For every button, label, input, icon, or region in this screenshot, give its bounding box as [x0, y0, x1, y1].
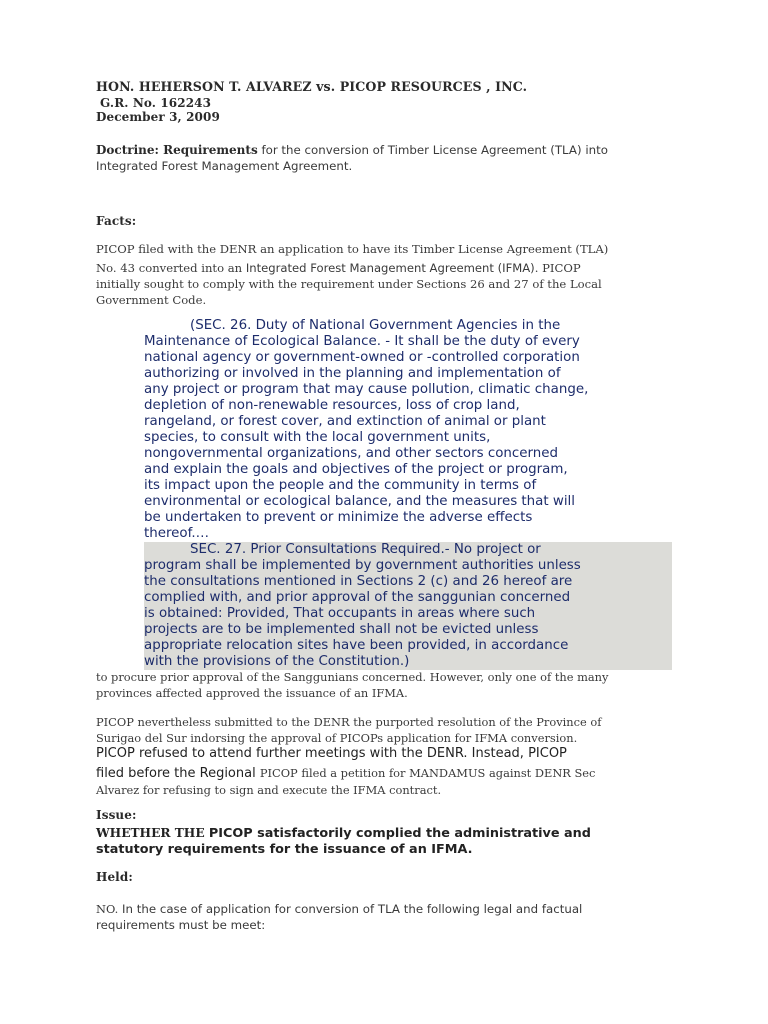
sec26-line: national agency or government-owned or -controlled corporation: [144, 350, 580, 365]
facts-line: initially sought to comply with the requirement under Sections 26 and 27 of the Local: [96, 277, 602, 291]
submission-paragraph: [96, 714, 716, 798]
sec26-line: environmental or ecological balance, and the measures that will: [144, 494, 575, 509]
facts-ifma-term: Integrated Forest Management Agreement (IFMA): [245, 261, 535, 275]
sec26-line: and explain the goals and objectives of the project or program,: [144, 462, 568, 477]
decision-date: December 3, 2009: [96, 110, 220, 124]
sec26-line: species, to consult with the local government units,: [144, 430, 491, 445]
sec27-line: program shall be implemented by government authorities unless: [144, 558, 581, 573]
issue-text: statutory requirements for the issuance of an IFMA.: [96, 842, 473, 857]
doctrine-paragraph: [96, 139, 696, 174]
held-heading: Held:: [96, 870, 133, 884]
mandamus-text: PICOP filed a petition for MANDAMUS against DENR Sec: [259, 766, 596, 780]
sec26-line: nongovernmental organizations, and other sectors concerned: [144, 446, 559, 461]
sec26-line: be undertaken to prevent or minimize the adverse effects: [144, 510, 533, 525]
doctrine-text-line1: for the conversion of Timber License Agreement (TLA) into: [257, 143, 608, 157]
facts-line: . PICOP: [534, 261, 581, 275]
issue-heading: Issue:: [96, 808, 137, 822]
submission-line: Surigao del Sur indorsing the approval of PICOPs application for IFMA conversion.: [96, 731, 578, 745]
quoted-provisions: [144, 318, 672, 670]
facts-line: PICOP filed with the DENR an application to have its Timber License Agreement (TLA): [96, 242, 609, 256]
facts-heading: Facts:: [96, 214, 137, 228]
held-text: In the case of application for conversion of TLA the following legal and factual: [118, 902, 583, 916]
doctrine-label: Doctrine: Requirements: [96, 143, 258, 157]
gr-number: G.R. No. 162243: [100, 96, 212, 110]
sec26-line: authorizing or involved in the planning and implementation of: [144, 366, 561, 381]
sec27-line: projects are to be implemented shall not be evicted unless: [144, 622, 539, 637]
facts-line: No. 43 converted into an: [96, 261, 246, 275]
submission-line: Alvarez for refusing to sign and execute the IFMA contract.: [96, 783, 442, 797]
facts-line: Government Code.: [96, 293, 207, 307]
sec26-line: thereof.…: [144, 526, 210, 541]
sec26-line: Maintenance of Ecological Balance. - It shall be the duty of every: [144, 334, 580, 349]
issue-text: PICOP satisfactorily complied the administrative and: [208, 826, 591, 841]
sec27-text: SEC. 27. Prior Consultations Required.- No project or: [190, 542, 541, 557]
sec26-line: any project or program that may cause pollution, climatic change,: [144, 382, 589, 397]
sec27-line: is obtained: Provided, That occupants in areas where such: [144, 606, 536, 621]
after-quote-paragraph: [96, 669, 696, 701]
case-title: HON. HEHERSON T. ALVAREZ vs. PICOP RESOURCES , INC.: [96, 79, 528, 94]
sec26-line: rangeland, or forest cover, and extinction of animal or plant: [144, 414, 546, 429]
sec27-line: appropriate relocation sites have been provided, in accordance: [144, 638, 569, 653]
doctrine-text-line2: Integrated Forest Management Agreement.: [96, 159, 353, 173]
held-text: requirements must be meet:: [96, 918, 266, 932]
submission-line: PICOP refused to attend further meetings with the DENR. Instead, PICOP: [96, 746, 567, 761]
sec26-text: (SEC. 26. Duty of National Government Agencies in the: [190, 318, 561, 333]
submission-line: PICOP nevertheless submitted to the DENR the purported resolution of the Province of: [96, 715, 602, 729]
sec27-line: the consultations mentioned in Sections 2 (c) and 26 hereof are: [144, 574, 573, 589]
sec27-line: with the provisions of the Constitution.): [144, 654, 410, 669]
issue-text: WHETHER THE: [96, 826, 209, 840]
sec26-line: depletion of non-renewable resources, loss of crop land,: [144, 398, 520, 413]
held-paragraph: [96, 898, 716, 933]
sec26-line: its impact upon the people and the community in terms of: [144, 478, 537, 493]
held-answer: NO.: [96, 902, 119, 916]
sec27-highlight: [144, 542, 672, 670]
sec26-line: [144, 318, 672, 334]
sec27-line: complied with, and prior approval of the sanggunian concerned: [144, 590, 571, 605]
after-quote-line: to procure prior approval of the Sanggunians concerned. However, only one of the many: [96, 670, 609, 684]
sec27-line: [144, 542, 672, 558]
submission-line: filed before the Regional: [96, 766, 260, 781]
after-quote-line: provinces affected approved the issuance of an IFMA.: [96, 686, 408, 700]
issue-paragraph: [96, 822, 716, 858]
facts-paragraph: [96, 241, 696, 308]
